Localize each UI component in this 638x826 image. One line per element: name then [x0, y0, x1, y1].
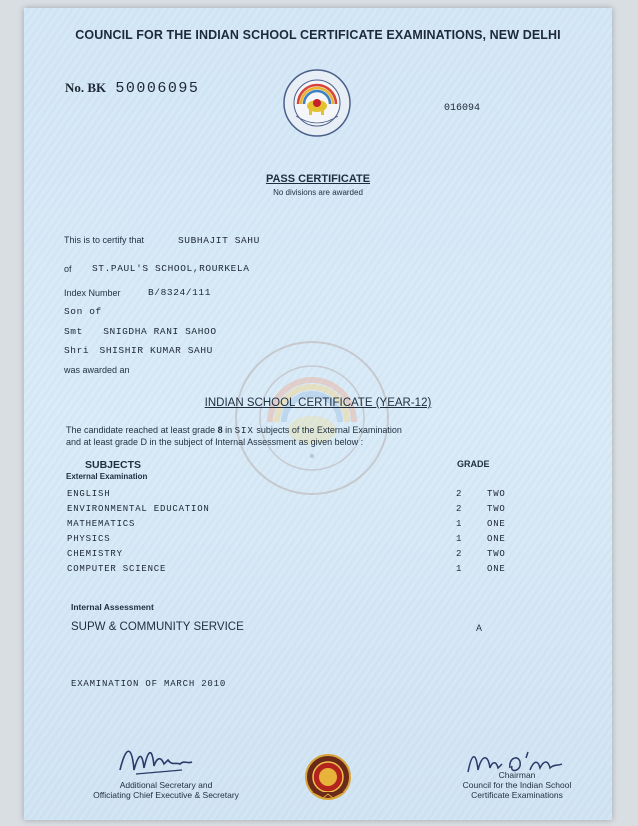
- left-signatory: [66, 780, 266, 800]
- mother-prefix: Smt: [64, 326, 83, 337]
- left-signatory-line1: Additional Secretary and: [119, 780, 213, 790]
- statement-grade: 8: [217, 425, 223, 435]
- subject-grade-word: TWO: [487, 489, 506, 499]
- statement-count: SIX: [234, 426, 254, 436]
- subject-name: ENVIRONMENTAL EDUCATION: [67, 504, 210, 514]
- index-number: B/8324/111: [148, 287, 212, 298]
- council-emblem-icon: [282, 68, 352, 138]
- statement-part2: in: [222, 425, 235, 435]
- subject-grade: 2: [456, 489, 463, 499]
- left-signatory-line2: Officiating Chief Executive & Secretary: [93, 790, 239, 800]
- subject-name: MATHEMATICS: [67, 519, 136, 529]
- subject-grade-word: TWO: [487, 549, 506, 559]
- certificate-number: [65, 80, 199, 97]
- subject-grade-word: TWO: [487, 504, 506, 514]
- index-number-label: Index Number: [64, 288, 121, 298]
- subject-grade-word: ONE: [487, 519, 506, 529]
- exam-session: EXAMINATION OF MARCH 2010: [71, 679, 227, 689]
- table-row: [67, 504, 527, 519]
- subject-name: PHYSICS: [67, 534, 111, 544]
- right-signatory-line2: Council for the Indian School: [462, 780, 572, 790]
- signature-left-icon: [116, 740, 196, 780]
- table-row: [67, 519, 527, 534]
- table-row: [67, 564, 527, 579]
- subject-grade: 1: [456, 519, 463, 529]
- right-signatory-line1: Chairman: [498, 770, 536, 780]
- certificate-number-value: 50006095: [115, 80, 200, 97]
- external-exam-label: External Examination: [66, 472, 148, 481]
- right-signatory-line3: Certificate Examinations: [471, 790, 563, 800]
- subject-grade: 1: [456, 564, 463, 574]
- certificate-paper: [24, 8, 612, 820]
- council-name: COUNCIL FOR THE INDIAN SCHOOL CERTIFICATE EXAMINATIONS, NEW DELHI: [75, 28, 561, 42]
- subject-name: COMPUTER SCIENCE: [67, 564, 167, 574]
- statement-part1: The candidate reached at least grade: [66, 425, 218, 435]
- subjects-header: SUBJECTS: [85, 459, 142, 471]
- watermark-emblem-icon: [232, 338, 392, 498]
- mother-name-value: SNIGDHA RANI SAHOO: [103, 326, 217, 337]
- subject-grade-word: ONE: [487, 564, 506, 574]
- serial-number: 016094: [444, 103, 481, 114]
- subject-grade: 2: [456, 549, 463, 559]
- grade-header: GRADE: [457, 459, 490, 469]
- subject-grade: 2: [456, 504, 463, 514]
- school-name: ST.PAUL'S SCHOOL,ROURKELA: [92, 263, 250, 274]
- subjects-list: [67, 489, 527, 579]
- of-label: of: [64, 264, 72, 274]
- statement-line2: and at least grade D in the subject of Internal Assessment as given below :: [66, 437, 364, 447]
- internal-grade: A: [476, 623, 483, 633]
- father-name-value: SHISHIR KUMAR SAHU: [99, 345, 213, 356]
- statement: [66, 425, 596, 448]
- subject-name: CHEMISTRY: [67, 549, 123, 559]
- table-row: [67, 534, 527, 549]
- table-row: [67, 489, 527, 504]
- son-of-label: Son of: [64, 306, 102, 317]
- statement-part3: subjects of the External Examination: [253, 425, 402, 435]
- certificate-subtitle: No divisions are awarded: [273, 188, 363, 197]
- awarded-label: was awarded an: [64, 365, 130, 375]
- right-signatory: [442, 770, 592, 800]
- certificate-title: PASS CERTIFICATE: [265, 173, 371, 185]
- internal-assessment-label: Internal Assessment: [71, 602, 154, 612]
- certificate-number-label: No. BK: [65, 80, 107, 95]
- anniversary-seal-icon: [303, 752, 353, 802]
- internal-subject: SUPW & COMMUNITY SERVICE: [71, 621, 244, 633]
- certify-label: This is to certify that: [64, 235, 145, 245]
- candidate-name: SUBHAJIT SAHU: [178, 235, 260, 246]
- exam-title: INDIAN SCHOOL CERTIFICATE (YEAR-12): [204, 397, 432, 409]
- subject-grade: 1: [456, 534, 463, 544]
- table-row: [67, 549, 527, 564]
- mother-name: [64, 326, 217, 337]
- subject-grade-word: ONE: [487, 534, 506, 544]
- subject-name: ENGLISH: [67, 489, 111, 499]
- father-prefix: Shri: [64, 345, 90, 356]
- father-name: [64, 345, 213, 356]
